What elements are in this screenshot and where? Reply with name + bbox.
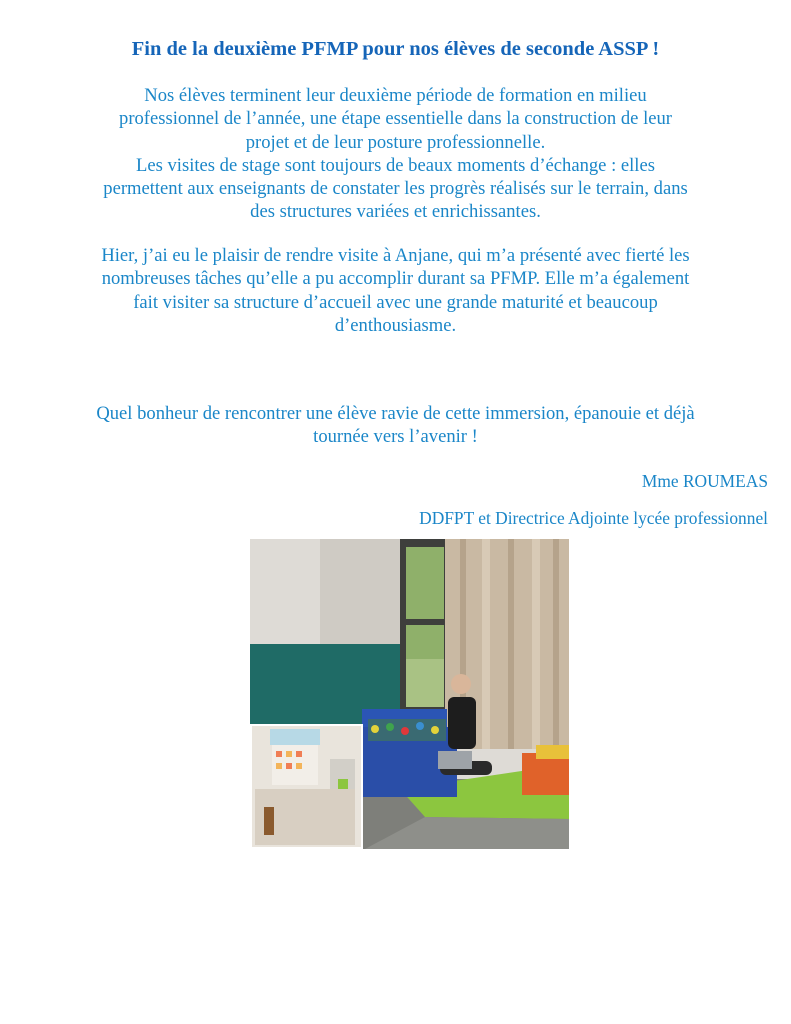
paragraph-line: professionnel de l’année, une étape essentielle dans la construction de leur <box>119 108 672 130</box>
visit-paragraph <box>10 244 781 337</box>
paragraph-line: projet et de leur posture professionnelle. <box>245 131 546 153</box>
paragraph-line: tournée vers l’avenir ! <box>313 426 478 448</box>
page-title: Fin de la deuxième PFMP pour nos élèves de seconde ASSP ! <box>131 38 660 60</box>
paragraph-line: Les visites de stage sont toujours de beaux moments d’échange : elles <box>136 154 655 176</box>
photo-illustration <box>250 539 569 849</box>
signature-name: Mme ROUMEAS <box>641 471 768 491</box>
closing-paragraph <box>10 402 781 449</box>
paragraph-line: des structures variées et enrichissantes. <box>250 201 541 223</box>
paragraph-line: d’enthousiasme. <box>334 314 457 336</box>
paragraph-line: nombreuses tâches qu’elle a pu accomplir durant sa PFMP. Elle m’a également <box>101 268 690 290</box>
signature-role: DDFPT et Directrice Adjointe lycée professionnel <box>419 508 768 528</box>
internship-photo <box>250 539 569 849</box>
intro-paragraph <box>10 84 781 224</box>
paragraph-line: fait visiter sa structure d’accueil avec une grande maturité et beaucoup <box>133 291 658 313</box>
paragraph-line: Nos élèves terminent leur deuxième période de formation en milieu <box>144 85 647 106</box>
paragraph-line: Quel bonheur de rencontrer une élève ravie de cette immersion, épanouie et déjà <box>96 403 695 424</box>
paragraph-line: Hier, j’ai eu le plaisir de rendre visite à Anjane, qui m’a présenté avec fierté les <box>101 245 690 266</box>
paragraph-line: permettent aux enseignants de constater les progrès réalisés sur le terrain, dans <box>103 178 688 200</box>
